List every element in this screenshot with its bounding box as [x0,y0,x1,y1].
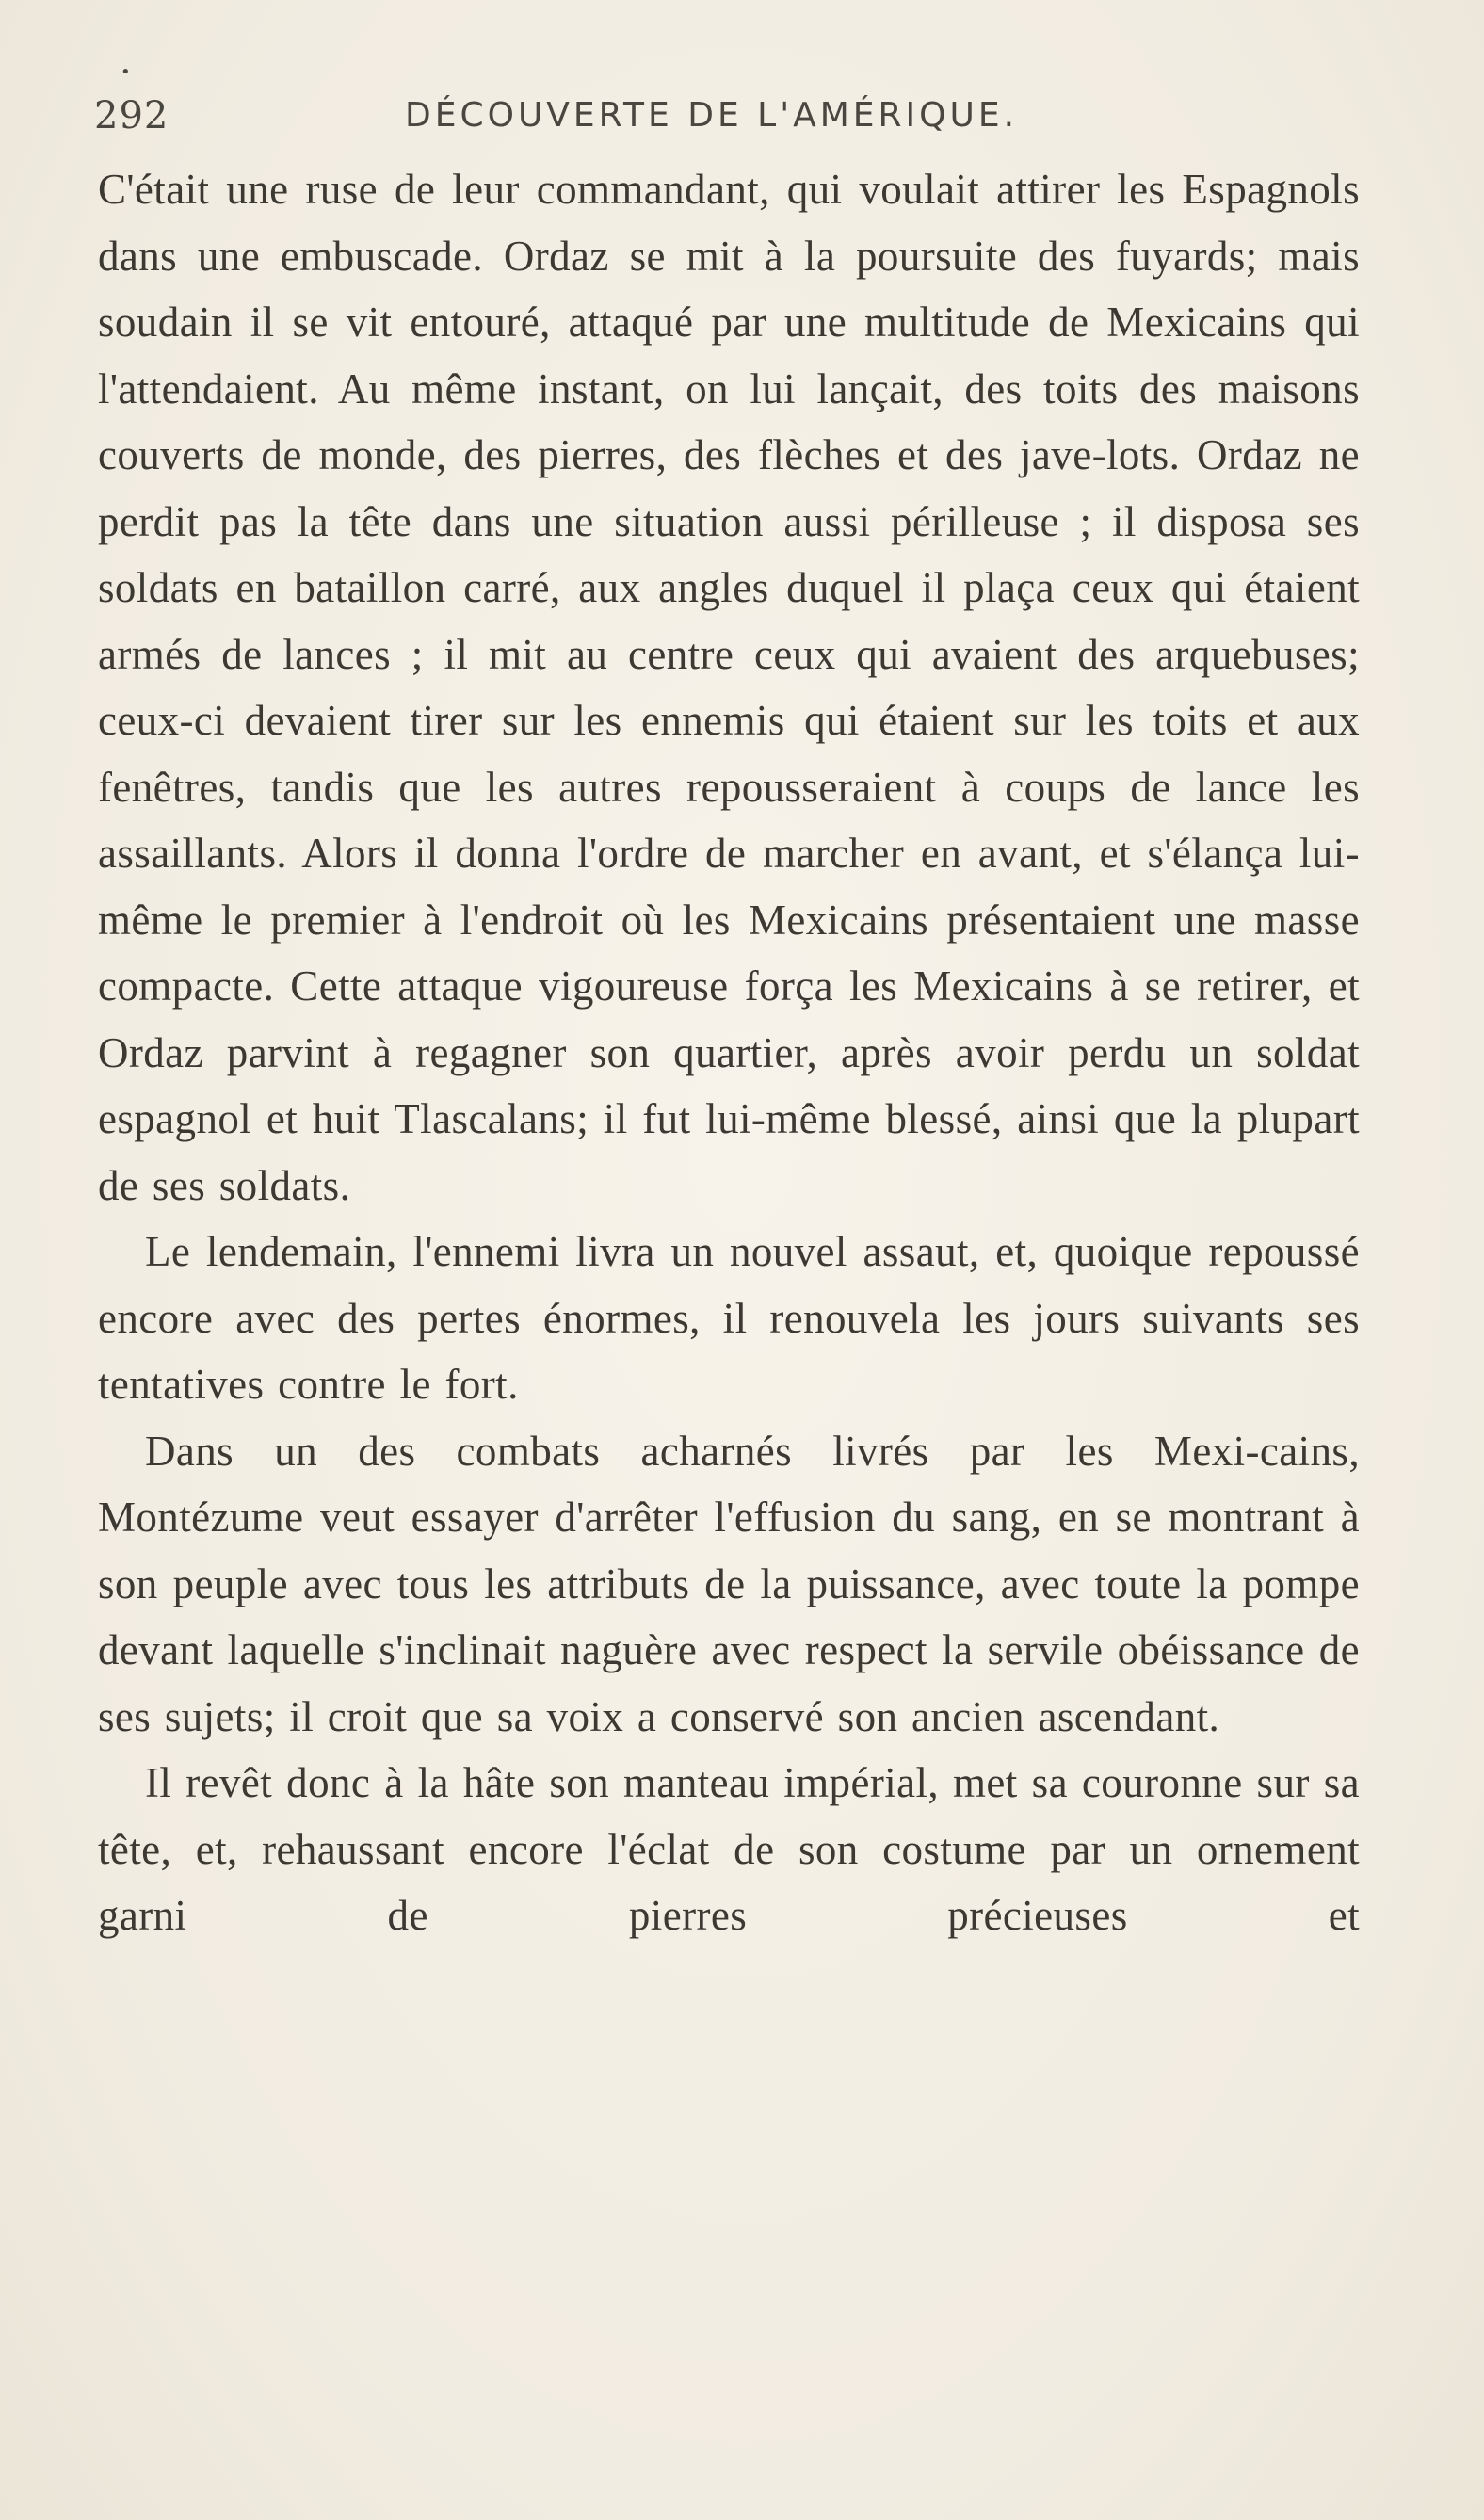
paragraph-2: Le lendemain, l'ennemi livra un nouvel assaut, et, quoique repoussé encore avec des pertes énormes, il renouvela les jours suivants ses tentatives contre le fort. [98,1228,1360,1408]
page-number: 292 [94,94,169,137]
running-title: DÉCOUVERTE DE L'AMÉRIQUE. [405,96,1019,135]
header-mark: • [121,62,131,82]
body-text [98,156,1360,1949]
paragraph-1: C'était une ruse de leur commandant, qui voulait attirer les Espagnols dans une embuscade. Ordaz se mit à la poursuite des fuyards; mais soudain il se vit entouré, attaqué par une multitude de Mexicains qui l'attendaient. Au même instant, on lui lançait, des toits des maisons couverts de monde, des pierres, des flèches et des jave-lots. Ordaz ne perdit pas la tête dans une situation aussi périlleuse ; il disposa ses soldats en bataillon carré, aux angles duquel il plaça ceux qui étaient armés de lances ; il mit au centre ceux qui avaient des arquebuses; ceux-ci devaient tirer sur les ennemis qui étaient sur les toits et aux fenêtres, tandis que les autres repousseraient à coups de lance les assaillants. Alors il donna l'ordre de marcher en avant, et s'élança lui-même le premier à l'endroit où les Mexicains présentaient une masse compacte. Cette attaque vigoureuse força les Mexicains à se retirer, et Ordaz parvint à regagner son quartier, après avoir perdu un soldat espagnol et huit Tlascalans; il fut lui-même blessé, ainsi que la plupart de ses soldats. [98,166,1360,1209]
paragraph-3: Dans un des combats acharnés livrés par les Mexi-cains, Montézume veut essayer d'arrêter l'effusion du sang, en se montrant à son peuple avec tous les attributs de la puissance, avec toute la pompe devant laquelle s'inclinait naguère avec respect la servile obéissance de ses sujets; il croit que sa voix a conservé son ancien ascendant. [98,1427,1360,1740]
paragraph-4: Il revêt donc à la hâte son manteau impérial, met sa couronne sur sa tête, et, rehaussant encore l'éclat de son costume par un ornement garni de pierres précieuses et [98,1759,1360,1939]
page-header [94,62,1356,151]
